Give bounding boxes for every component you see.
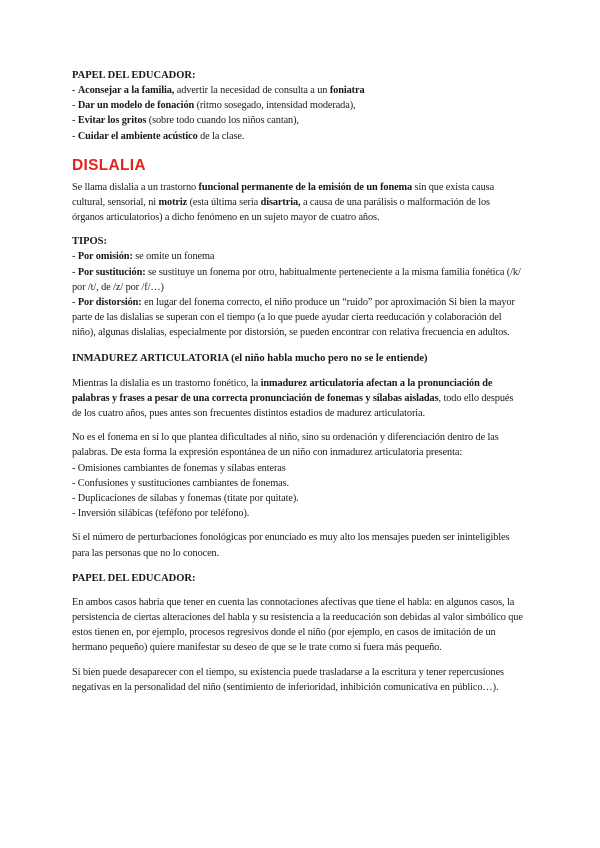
text: sin que exista causa cultural, sensorial, ni (72, 181, 495, 209)
bold-text: Por distorsión: (77, 297, 142, 309)
bold-text: motriz (158, 197, 188, 209)
section-heading: PAPEL DEL EDUCADOR: (72, 572, 196, 584)
text: se sustituye un fonema por otro, habitualmente perteneciente a la misma familia fonética (/k/ por /t/, de /z/ por /f/…) (72, 266, 521, 293)
list-item: - Por omisión: se omite un fonema (72, 251, 215, 263)
list-item (72, 113, 524, 128)
bold-text: Por sustitución: (77, 266, 146, 278)
bold-text: Por omisión: (77, 251, 133, 263)
bold-text: funcional permanente de la emisión de un fonema (198, 181, 413, 193)
list-item (72, 98, 524, 113)
text: (ritmo sosegado, intensidad moderada), (194, 100, 356, 112)
dash: - (72, 100, 78, 112)
list-item: - Por sustitución: se sustituye un fonema por otro, habitualmente perteneciente a la misma familia fonética (/k/ por /t/, de /z/ por /f/…) (72, 266, 521, 293)
section-title: DISLALIA (72, 156, 146, 174)
paragraph (72, 376, 524, 422)
text: se omite un fonema (132, 251, 215, 263)
bold-text: Evitar los gritos (77, 115, 147, 127)
section-heading: PAPEL DEL EDUCADOR: (72, 70, 196, 81)
list-item: - Por distorsión: en lugar del fonema correcto, el niño produce un “ruido” por aproximación Si bien la mayor parte de las dislalias se superan con el tiempo (a lo que puede ayudar cierta reeducación y colaboración del niño), algunas dislalias, especialmente por distorsión, se pueden encontrar con relativa frecuencia en adultos. (72, 297, 515, 339)
text: Mientras la dislalia es un trastorno fonético, la (72, 377, 261, 389)
list-item (72, 83, 524, 98)
bold-text: foniatra (329, 85, 365, 96)
list-item: - Duplicaciones de sílabas y fonemas (titate por quitate). (72, 493, 299, 505)
text: (esta última sería (187, 197, 261, 209)
text: , todo ello después de los cuatro años, pues antes son frecuentes distintos estadios de madurez articulatoria. (72, 392, 514, 420)
paragraph: Si bien puede desaparecer con el tiempo, su existencia puede trasladarse a la escritura y tener repercusiones negativas en la personalidad del niño (sentimiento de inferioridad, inhibición comunicativa en público…). (72, 666, 504, 693)
dash: - (72, 115, 78, 127)
text: advertir la necesidad de consulta a un (174, 85, 330, 96)
text: a causa de una parálisis o malformación de los órganos articulatorios) a dicho fenómeno en un sujeto mayor de cuatro años. (72, 197, 490, 224)
tipos-heading: TIPOS: (72, 236, 108, 248)
list-item (72, 129, 524, 144)
bold-text: Dar un modelo de fonación (77, 100, 195, 112)
bold-text: inmadurez articulatoria afectan a la pronunciación de palabras y frases a pesar de una correcta pronunciación de fonemas y sílabas aisladas (72, 377, 493, 404)
text: en lugar del fonema correcto, el niño produce un “ruido” por aproximación Si bien la mayor parte de las dislalias se superan con el tiempo (a lo que puede ayudar cierta reeducación y colaboración del niño), algunas dislalias, especialmente por distorsión, se pueden encontrar con relativa frecuencia en adultos. (72, 297, 515, 339)
document-page (72, 68, 524, 695)
list-item: - Omisiones cambiantes de fonemas y sílabas enteras (72, 462, 286, 474)
bold-text: disartria, (260, 197, 301, 209)
paragraph: Si el número de perturbaciones fonológicas por enunciado es muy alto los mensajes pueden ser ininteligibles para las personas que no lo conocen. (72, 532, 510, 559)
definition-paragraph (72, 180, 524, 226)
dash: - (72, 85, 78, 96)
text: Se llama dislalia a un trastorno (72, 181, 199, 193)
paragraph: No es el fonema en sí lo que plantea dificultades al niño, sino su ordenación y diferenciación dentro de las palabras. De esta forma la expresión espontánea de un niño con inmadurez articulatoria presenta: (72, 432, 499, 459)
bold-text: Cuidar el ambiente acústico (77, 130, 198, 142)
list-item: - Inversión silábicas (teféfono por teléfono). (72, 508, 250, 520)
list-item: - Confusiones y sustituciones cambiantes de fonemas. (72, 477, 289, 489)
dash: - (72, 130, 78, 142)
inmadurez-heading: INMADUREZ ARTICULATORIA (el niño habla mucho pero no se le entiende) (72, 352, 428, 364)
bold-text: Aconsejar a la familia, (77, 85, 175, 96)
text: (sobre todo cuando los niños cantan), (146, 115, 299, 127)
text: de la clase. (197, 130, 245, 142)
paragraph: En ambos casos habría que tener en cuenta las connotaciones afectivas que tiene el habla: en algunos casos, la persistencia de ciertas alteraciones del habla y su resistencia a la reeducación son debidas al valor simbólico que estos tienen en, por ejemplo, procesos regresivos donde el niño (por ejemplo, en casos de imitación de un hermano pequeño) quiere manifestar su deseo de que se le trate como si fuera más pequeño. (72, 596, 523, 654)
